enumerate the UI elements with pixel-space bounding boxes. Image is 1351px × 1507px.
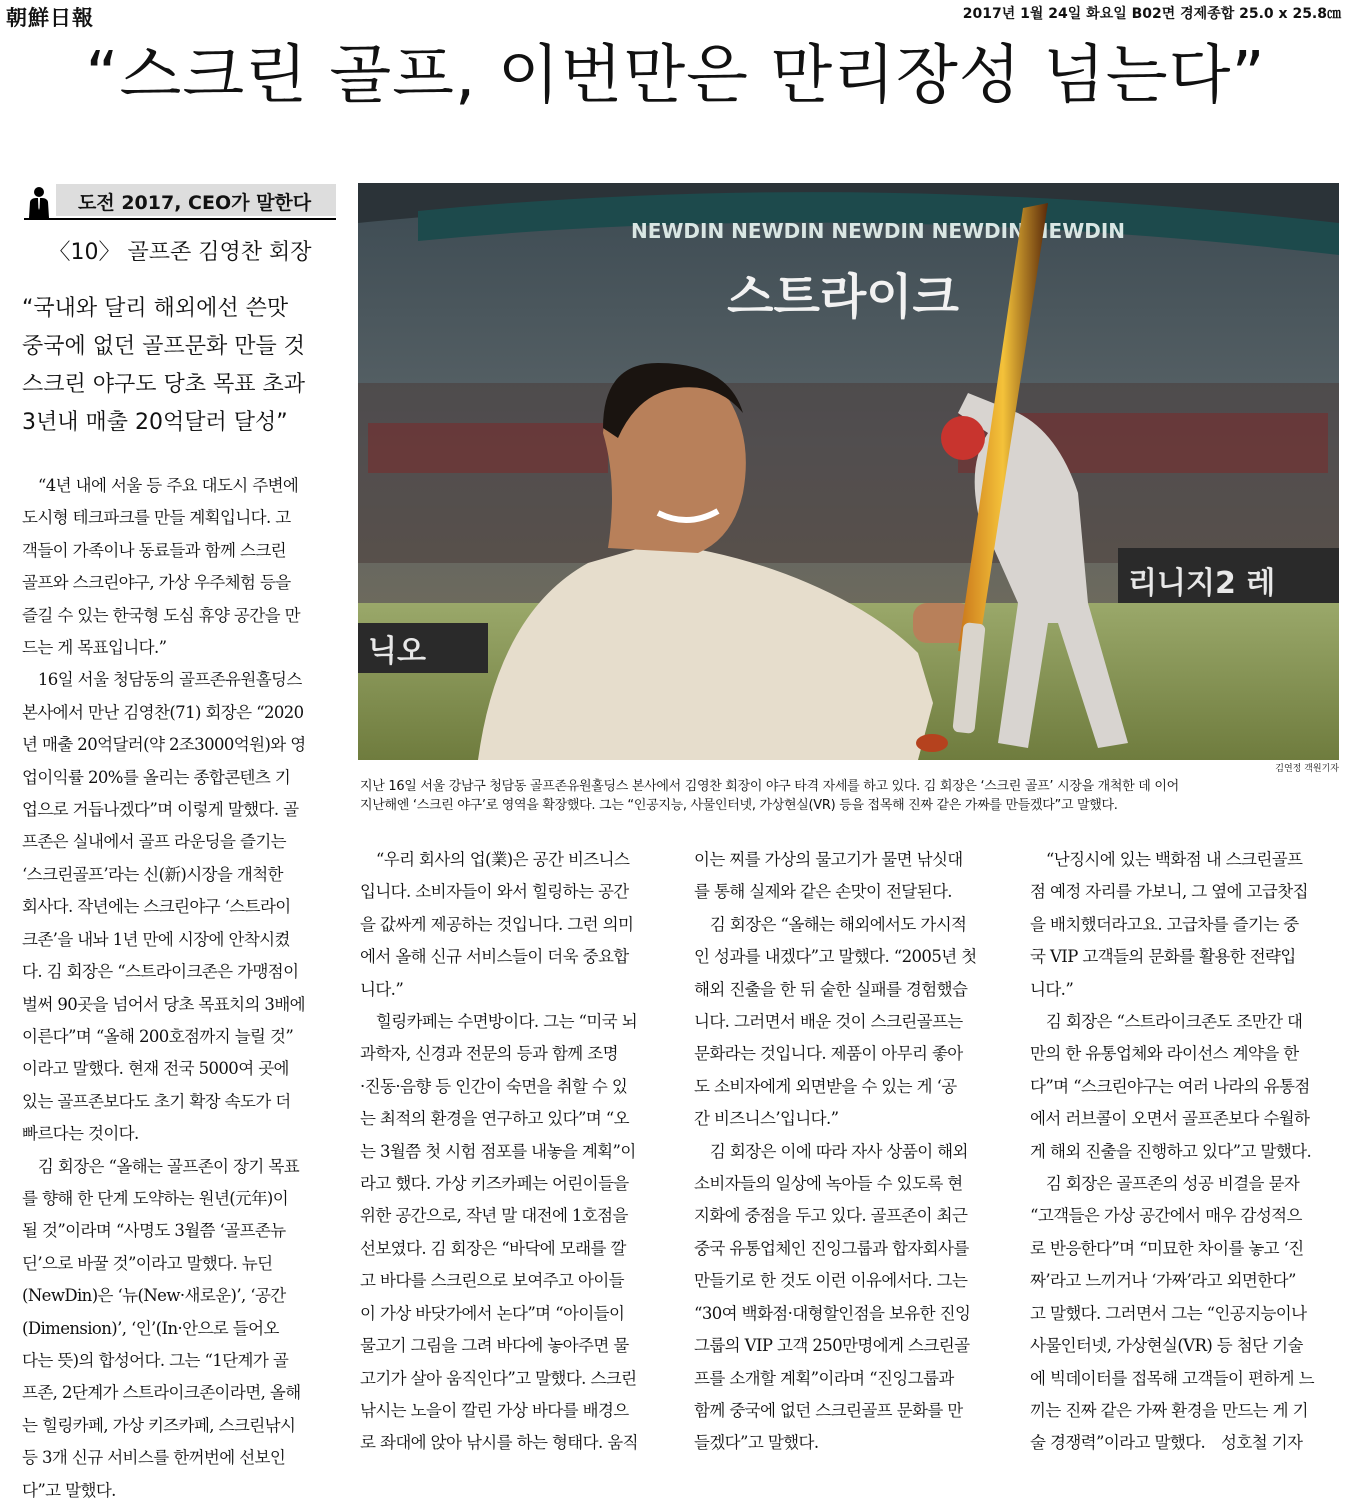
article-line: 을 값싸게 제공하는 것입니다. 그런 의미 <box>360 914 634 934</box>
article-line: 에서 러브콜이 오면서 골프존보다 수월하 <box>1030 1109 1310 1129</box>
article-line: 는 최적의 환경을 연구하고 있다”며 “오 <box>360 1109 629 1129</box>
headline: “스크린 골프, 이번만은 만리장성 넘는다” <box>85 39 1266 113</box>
article-line: 니다.” <box>1030 979 1074 999</box>
article-line: 이라고 말했다. 현재 전국 5000여 곳에 <box>22 1059 289 1079</box>
article-line: 니다.” <box>360 979 404 999</box>
article-line: 로 좌대에 앉아 낚시를 하는 형태다. 움직 <box>360 1433 638 1453</box>
article-line: 이른다”며 “올해 200호점까지 늘릴 것” <box>22 1026 294 1046</box>
photo-ad-left: 닉오 <box>368 634 426 669</box>
article-line: 회사다. 작년에는 스크린야구 ‘스트라이 <box>22 897 291 917</box>
article-line: ·진동·음향 등 인간이 숙면을 취할 수 있 <box>360 1076 628 1096</box>
article-line: (NewDin)은 ‘뉴(New·새로운)’, ‘공간 <box>22 1286 286 1306</box>
article-line: 업으로 거듭나겠다”며 이렇게 말했다. 골 <box>22 800 299 820</box>
photo-ad-right: 리니지2 레 <box>1128 566 1276 601</box>
article-line: 즐길 수 있는 한국형 도심 휴양 공간을 만 <box>22 605 300 625</box>
article-line: 이는 찌를 가상의 물고기가 물면 낚싯대 <box>694 850 963 869</box>
article-line: 지화에 중점을 두고 있다. 골프존이 최근 <box>694 1206 968 1226</box>
article-line: 인 성과를 내겠다”고 말했다. “2005년 첫 <box>694 947 977 967</box>
article-column-3 <box>694 844 1006 1460</box>
article-line: “우리 회사의 업(業)은 공간 비즈니스 <box>360 850 630 869</box>
article-line: 해외 진출을 한 뒤 숱한 실패를 경험했습 <box>694 979 968 999</box>
article-line: 술 경쟁력”이라고 말했다. 성호철 기자 <box>1030 1433 1303 1453</box>
article-line: 낚시는 노을이 깔린 가상 바다를 배경으 <box>360 1400 629 1420</box>
ceo-person-icon <box>28 186 50 218</box>
article-line: 니다. 그러면서 배운 것이 스크린골프는 <box>694 1012 963 1032</box>
article-line: 김 회장은 “스트라이크존도 조만간 대 <box>1030 1012 1303 1032</box>
article-line: 벌써 90곳을 넘어서 당초 목표치의 3배에 <box>22 994 306 1014</box>
article-line: 국 VIP 고객들의 문화를 활용한 전략입 <box>1030 947 1296 967</box>
article-line: 선보였다. 김 회장은 “바닥에 모래를 깔 <box>360 1238 626 1258</box>
article-line: 드는 게 목표입니다.” <box>22 638 167 658</box>
article-line: 간 비즈니스’입니다.” <box>694 1109 839 1129</box>
article-line: “고객들은 가상 공간에서 매우 감성적으 <box>1030 1206 1302 1226</box>
article-line: 입니다. 소비자들이 와서 힐링하는 공간 <box>360 882 629 902</box>
article-line: 만들기로 한 것도 이런 이유에서다. 그는 <box>694 1271 968 1291</box>
article-line: 사물인터넷, 가상현실(VR) 등 첨단 기술 <box>1030 1336 1303 1356</box>
article-column-4 <box>1030 844 1342 1460</box>
article-line: 를 향해 한 단계 도약하는 원년(元年)이 <box>22 1188 289 1208</box>
article-line: 년 매출 20억달러(약 2조3000억원)와 영 <box>22 735 306 755</box>
article-line: 고 바다를 스크린으로 보여주고 아이들 <box>360 1271 625 1291</box>
article-column-1 <box>22 470 338 1507</box>
article-line: 딘’으로 바꿀 것”이라고 말했다. 뉴딘 <box>22 1253 273 1273</box>
article-line: 다”고 말했다. <box>22 1480 116 1500</box>
article-line: 로 반응한다”며 “미묘한 차이를 놓고 ‘진 <box>1030 1238 1304 1258</box>
article-line: (Dimension)’, ‘인’(In·안으로 들어오 <box>22 1318 279 1338</box>
photo-banner-text: 스트라이크 <box>727 269 959 325</box>
article-line: 짜’라고 느끼거나 ‘가짜’라고 외면한다” <box>1030 1271 1296 1291</box>
article-line: “30여 백화점·대형할인점을 보유한 진잉 <box>694 1303 971 1323</box>
article-line: 크존’을 내놔 1년 만에 시장에 안착시켰 <box>22 929 290 949</box>
article-line: 김 회장은 골프존의 성공 비결을 묻자 <box>1030 1174 1300 1194</box>
article-line: 를 통해 실제와 같은 손맛이 전달된다. <box>694 882 952 902</box>
article-line: 고기가 살아 움직인다”고 말했다. 스크린 <box>360 1368 637 1388</box>
newspaper-logo: 朝鮮日報 <box>6 5 94 30</box>
photo-ad-top: NEWDIN NEWDIN NEWDIN NEWDIN NEWDIN <box>630 219 1126 243</box>
article-line: 문화라는 것입니다. 제품이 아무리 좋아 <box>694 1044 963 1064</box>
article-line: “4년 내에 서울 등 주요 대도시 주변에 <box>22 476 299 495</box>
article-line: 다”며 “스크린야구는 여러 나라의 유통점 <box>1030 1076 1310 1096</box>
article-line: 그룹의 VIP 고객 250만명에게 스크린골 <box>694 1336 970 1356</box>
article-line: 프를 소개할 계획”이라며 “진잉그룹과 <box>694 1368 954 1388</box>
article-line: 을 배치했더라고요. 고급차를 즐기는 중 <box>1030 914 1299 934</box>
article-line: 프존, 2단계가 스트라이크존이라면, 올해 <box>22 1383 301 1403</box>
article-line: 될 것”이라며 “사명도 3월쯤 ‘골프존뉴 <box>22 1221 286 1241</box>
article-line: 에서 올해 신규 서비스들이 더욱 중요합 <box>360 947 629 967</box>
article-line: 프존은 실내에서 골프 라운딩을 즐기는 <box>22 832 287 852</box>
article-line: 만의 한 유통업체와 라이선스 계약을 한 <box>1030 1044 1299 1064</box>
article-line: 객들이 가족이나 동료들과 함께 스크린 <box>22 540 287 560</box>
article-line: ‘스크린골프’라는 신(新)시장을 개척한 <box>22 864 283 884</box>
caption-line: 지난해엔 ‘스크린 야구’로 영역을 확장했다. 그는 “인공지능, 사물인터넷, 가상현실(VR) 등을 접목해 진짜 같은 가짜를 만들겠다”고 말했다. <box>360 798 1118 813</box>
article-line: 이 가상 바닷가에서 논다”며 “아이들이 <box>360 1303 625 1323</box>
article-line: 들겠다”고 말했다. <box>694 1433 819 1453</box>
article-line: 김 회장은 “올해는 골프존이 장기 목표 <box>22 1156 300 1176</box>
article-line: 라고 했다. 가상 키즈카페는 어린이들을 <box>360 1174 629 1194</box>
article-line: 는 3월쯤 첫 시험 점포를 내놓을 계획”이 <box>360 1141 636 1161</box>
series-subtitle: 〈10〉 골프존 김영찬 회장 <box>48 240 312 265</box>
article-line: 소비자들의 일상에 녹아들 수 있도록 현 <box>694 1174 963 1194</box>
article-line: 등 3개 신규 서비스를 한꺼번에 선보인 <box>22 1448 286 1468</box>
series-title: 도전 2017, CEO가 말한다 <box>78 192 312 214</box>
article-line: 16일 서울 청담동의 골프존유원홀딩스 <box>22 670 302 690</box>
article-line: 점 예정 자리를 가보니, 그 옆에 고급찻집 <box>1030 882 1308 902</box>
article-line: 김 회장은 “올해는 해외에서도 가시적 <box>694 914 967 934</box>
caption-line: 지난 16일 서울 강남구 청담동 골프존유원홀딩스 본사에서 김영찬 회장이 야구 타격 자세를 하고 있다. 김 회장은 ‘스크린 골프’ 시장을 개척한 데 이어 <box>360 779 1179 794</box>
article-line: 골프와 스크린야구, 가상 우주체험 등을 <box>22 573 291 593</box>
article-line: 힐링카페는 수면방이다. 그는 “미국 뇌 <box>360 1012 638 1032</box>
article-line: 게 해외 진출을 진행하고 있다”고 말했다. <box>1030 1141 1312 1161</box>
issue-meta: 2017년 1월 24일 화요일 B02면 경제종합 25.0 x 25.8㎝ <box>962 6 1341 22</box>
photo-caption <box>360 777 1344 815</box>
article-line: 도시형 테크파크를 만들 계획입니다. 고 <box>22 508 291 528</box>
article-line: 함께 중국에 없던 스크린골프 문화를 만 <box>694 1400 963 1420</box>
article-line: 는 힐링카페, 가상 키즈카페, 스크린낚시 <box>22 1415 296 1435</box>
article-line: “난징시에 있는 백화점 내 스크린골프 <box>1030 850 1303 869</box>
article-line: 김 회장은 이에 따라 자사 상품이 해외 <box>694 1141 968 1161</box>
article-column-2 <box>360 844 672 1460</box>
article-line: 위한 공간으로, 작년 말 대전에 1호점을 <box>360 1206 628 1226</box>
article-line: 끼는 진짜 같은 가짜 환경을 만드는 게 기 <box>1030 1400 1308 1420</box>
article-line: 중국 유통업체인 진잉그룹과 합자회사를 <box>694 1238 969 1258</box>
article-line: 에 빅데이터를 접목해 고객들이 편하게 느 <box>1030 1368 1314 1388</box>
pull-quote: “국내와 달리 해외에선 쓴맛 중국에 없던 골프문화 만들 것 스크린 야구도 당초 목표 초과 3년내 매출 20억달러 달성” <box>22 296 305 435</box>
article-line: 물고기 그림을 그려 바다에 놓아주면 물 <box>360 1336 629 1356</box>
article-line: 고 말했다. 그러면서 그는 “인공지능이나 <box>1030 1303 1307 1323</box>
article-line: 빠르다는 것이다. <box>22 1124 139 1144</box>
photo-credit: 김연정 객원기자 <box>1275 764 1339 774</box>
article-line: 다는 뜻)의 합성어다. 그는 “1단계가 골 <box>22 1350 289 1370</box>
article-line: 도 소비자에게 외면받을 수 있는 게 ‘공 <box>694 1076 957 1096</box>
article-photo <box>358 183 1339 760</box>
article-line: 과학자, 신경과 전문의 등과 함께 조명 <box>360 1044 618 1064</box>
article-line: 업이익률 20%를 올리는 종합콘텐츠 기 <box>22 767 291 787</box>
article-line: 있는 골프존보다도 초기 확장 속도가 더 <box>22 1091 291 1111</box>
article-line: 다. 김 회장은 “스트라이크존은 가맹점이 <box>22 962 299 982</box>
article-line: 본사에서 만난 김영찬(71) 회장은 “2020 <box>22 702 304 722</box>
